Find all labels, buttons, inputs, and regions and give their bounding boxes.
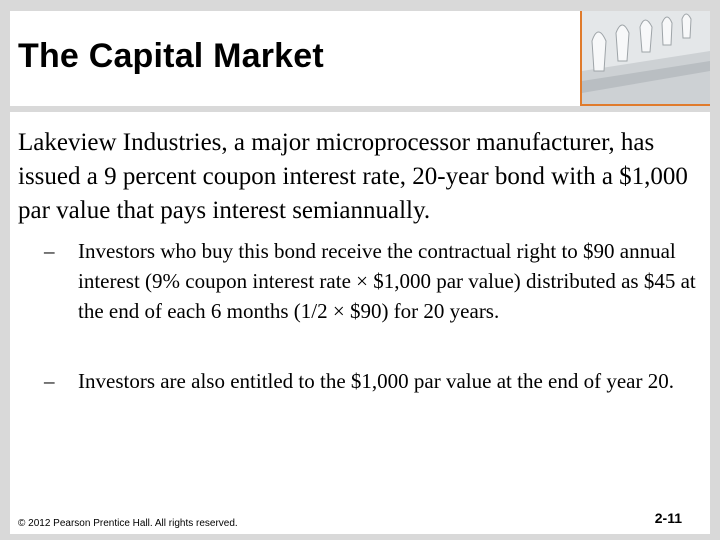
- slide-body: [10, 112, 710, 498]
- photo-accent-left: [580, 11, 582, 106]
- bullet-marker: –: [44, 239, 55, 263]
- slide-footer: [10, 498, 710, 534]
- header-photo: [582, 11, 710, 106]
- title-band: [10, 11, 580, 106]
- bullet-item: [44, 236, 704, 326]
- bullet-text: Investors are also entitled to the $1,000 par value at the end of year 20.: [78, 369, 674, 393]
- copyright-notice: © 2012 Pearson Prentice Hall. All rights reserved.: [18, 518, 238, 529]
- bullet-item: [44, 366, 704, 396]
- slide-title: The Capital Market: [18, 37, 324, 75]
- lead-paragraph: Lakeview Industries, a major microprocessor manufacturer, has issued a 9 percent coupon interest rate, 20-year bond with a $1,000 par value that pays interest semiannually.: [18, 129, 688, 224]
- conference-chairs-image: [582, 11, 710, 106]
- page-number: 2-11: [654, 510, 682, 526]
- bullet-marker: –: [44, 369, 55, 393]
- bullet-text: Investors who buy this bond receive the contractual right to $90 annual interest (9% coupon interest rate × $1,000 par value) distributed as $45 at the end of each 6 months (1/2 × $90) for 20 years.: [78, 239, 696, 323]
